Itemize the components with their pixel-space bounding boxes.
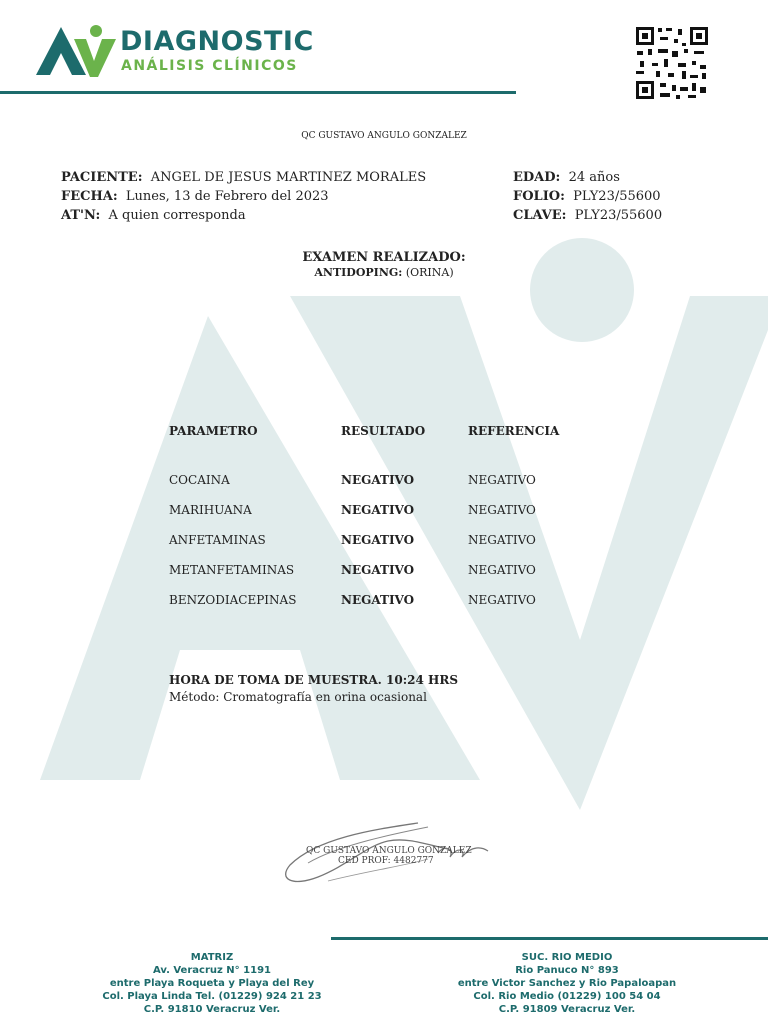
exam-sample: (ORINA)	[405, 266, 454, 279]
date-label: FECHA:	[61, 189, 118, 204]
folio-row	[513, 189, 661, 204]
footer-branch-title: SUC. RIO MEDIO	[521, 952, 613, 963]
logo-subtitle: ANÁLISIS CLÍNICOS	[121, 58, 298, 74]
col-header-reference: REFERENCIA	[468, 424, 560, 438]
attn-label: AT'N:	[61, 208, 101, 223]
age-label: EDAD:	[513, 170, 561, 185]
row-parameter: METANFETAMINAS	[169, 563, 295, 577]
row-result: NEGATIVO	[341, 563, 415, 577]
key-row	[513, 208, 662, 223]
exam-type: ANTIDOPING:	[314, 266, 403, 279]
footer-divider	[331, 937, 768, 940]
row-result: NEGATIVO	[341, 473, 415, 487]
row-reference: NEGATIVO	[468, 503, 536, 517]
date-row	[61, 189, 329, 204]
footer-line: entre Victor Sanchez y Rio Papaloapan	[457, 978, 677, 989]
key-label: CLAVE:	[513, 208, 567, 223]
logo-title: DIAGNOSTIC	[120, 26, 314, 57]
footer-line: Rio Panuco N° 893	[515, 965, 619, 976]
brand-logo-icon	[36, 25, 118, 79]
row-reference: NEGATIVO	[468, 563, 536, 577]
sample-time: HORA DE TOMA DE MUESTRA. 10:24 HRS	[169, 673, 458, 687]
patient-row	[61, 170, 426, 185]
key-value: PLY23/55600	[574, 208, 663, 223]
row-result: NEGATIVO	[341, 533, 415, 547]
patient-label: PACIENTE:	[61, 170, 143, 185]
row-result: NEGATIVO	[341, 593, 415, 607]
folio-value: PLY23/55600	[573, 189, 661, 204]
age-row	[513, 170, 620, 185]
footer-main-address	[92, 951, 332, 1016]
header-divider	[0, 91, 516, 94]
age-value: 24 años	[568, 170, 620, 185]
footer-line: entre Playa Roqueta y Playa del Rey	[109, 978, 315, 989]
method-text: Método: Cromatografía en orina ocasional	[169, 690, 427, 704]
col-header-result: RESULTADO	[341, 424, 426, 438]
exam-name	[0, 266, 768, 279]
footer-branch-address	[452, 951, 682, 1016]
footer-line: Av. Veracruz N° 1191	[153, 965, 271, 976]
attn-value: A quien corresponda	[108, 208, 246, 223]
row-reference: NEGATIVO	[468, 533, 536, 547]
row-reference: NEGATIVO	[468, 473, 536, 487]
footer-branch-title: MATRIZ	[190, 952, 234, 963]
folio-label: FOLIO:	[513, 189, 565, 204]
signature-name: QC GUSTAVO ANGULO GONZALEZ	[306, 846, 472, 856]
row-parameter: MARIHUANA	[169, 503, 252, 517]
col-header-parameter: PARAMETRO	[169, 424, 258, 438]
chemist-name: QC GUSTAVO ANGULO GONZALEZ	[301, 131, 467, 141]
row-result: NEGATIVO	[341, 503, 415, 517]
attn-row	[61, 208, 246, 223]
footer-line: Col. Rio Medio (01229) 100 54 04	[473, 991, 661, 1002]
row-parameter: COCAINA	[169, 473, 230, 487]
row-parameter: BENZODIACEPINAS	[169, 593, 297, 607]
exam-title: EXAMEN REALIZADO:	[302, 250, 466, 265]
patient-name: ANGEL DE JESUS MARTINEZ MORALES	[150, 170, 427, 185]
row-parameter: ANFETAMINAS	[169, 533, 266, 547]
date-value: Lunes, 13 de Febrero del 2023	[125, 189, 329, 204]
footer-line: C.P. 91809 Veracruz Ver.	[498, 1004, 636, 1015]
footer-line: C.P. 91810 Veracruz Ver.	[143, 1004, 281, 1015]
signature-license: CED PROF: 4482777	[338, 856, 434, 866]
qr-code-icon	[634, 25, 710, 101]
footer-line: Col. Playa Linda Tel. (01229) 924 21 23	[102, 991, 322, 1002]
row-reference: NEGATIVO	[468, 593, 536, 607]
